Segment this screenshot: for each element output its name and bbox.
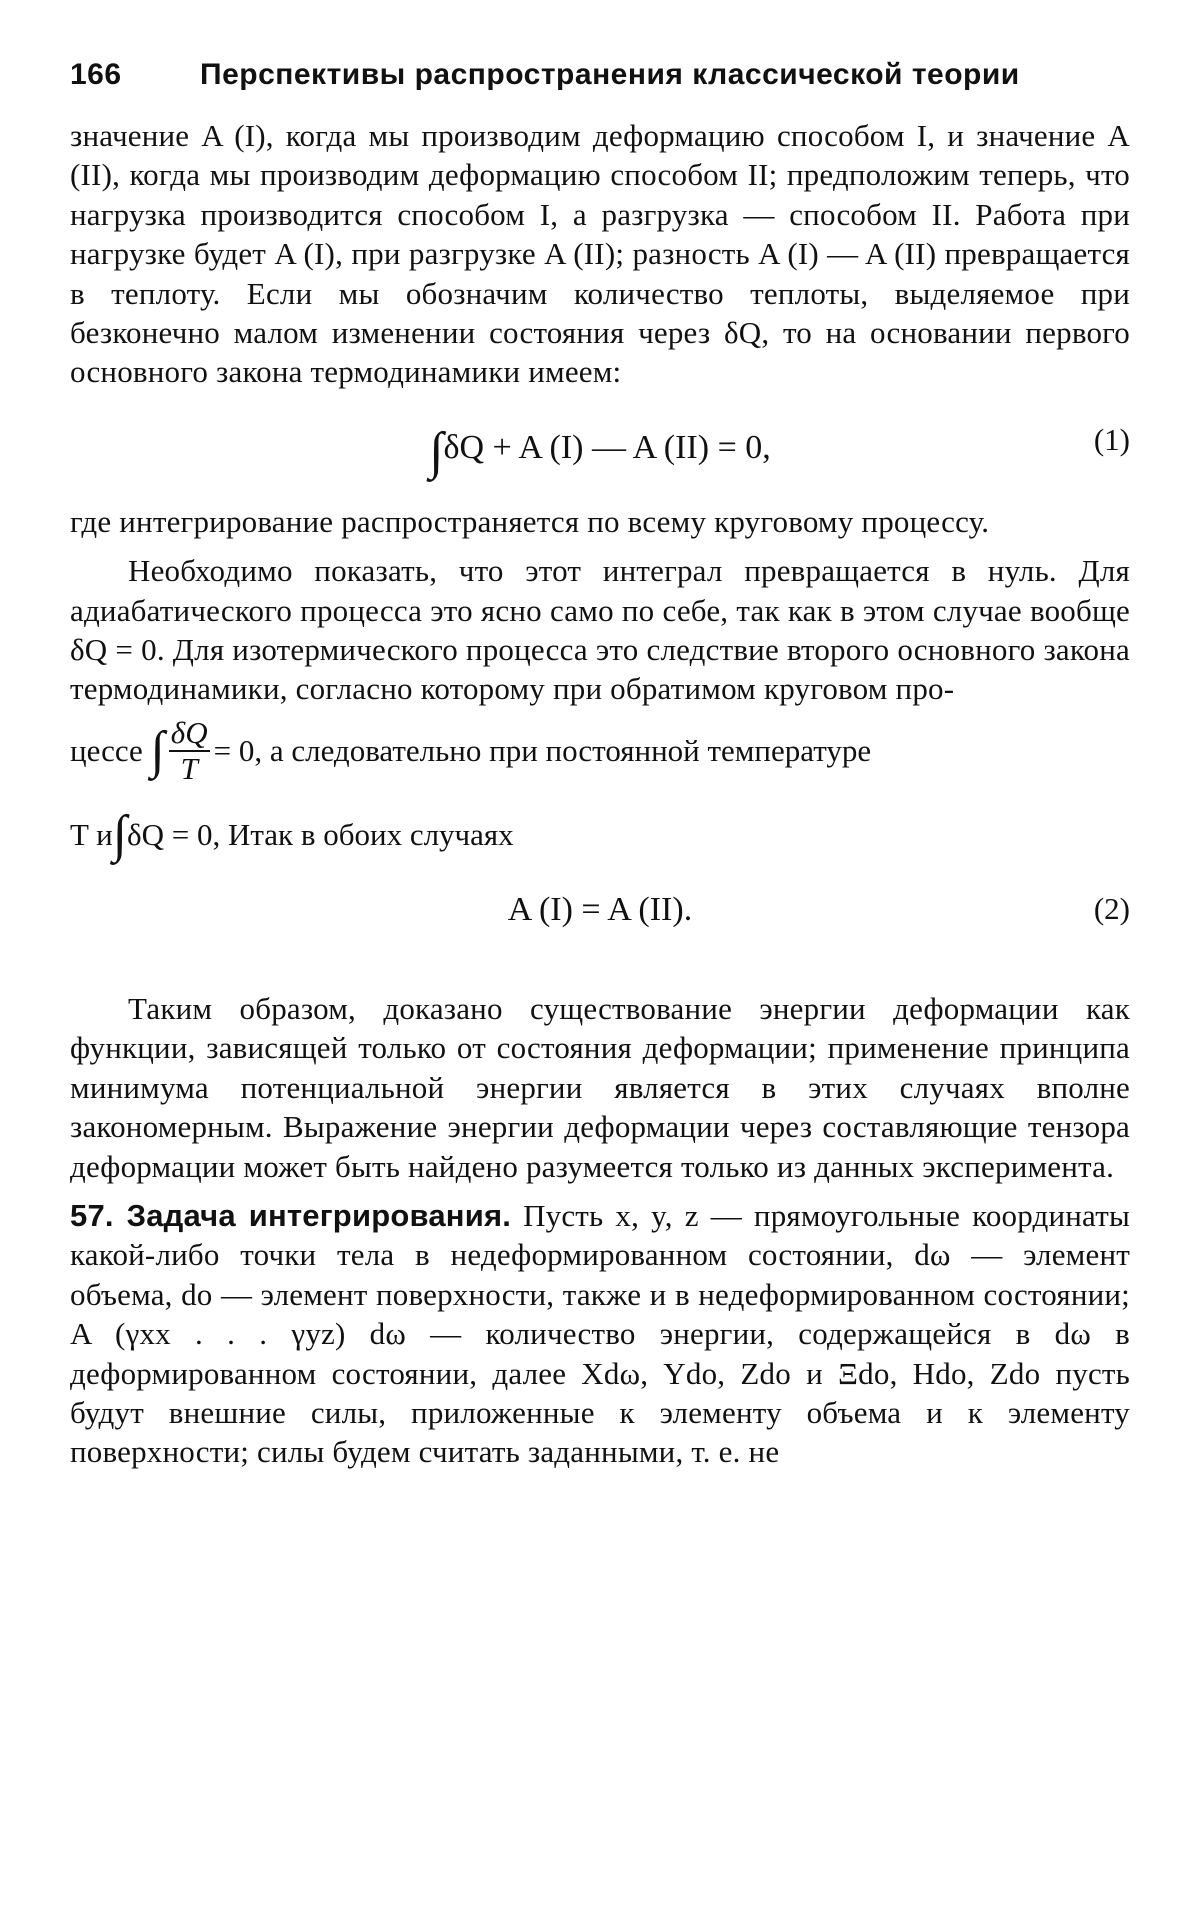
equation-2	[70, 877, 1130, 967]
page-number: 166	[70, 58, 122, 91]
section-text: Пусть x, y, z — прямоугольные координаты какой-либо точки тела в недеформированном состоянии, dω — элемент объема, do — элемент поверхности, также и в недеформированном состоянии; A (γxx . . . γyz) dω — количество энергии, содержащейся в dω в деформированном состоянии, далее Xdω, Ydo, Zdo и Ξdo, Hdo, Zdo пусть будут внешние силы, приложенные к элементу объема и к элементу поверхности; силы будем считать заданными, т. е. не	[70, 1197, 1130, 1470]
fraction-line-before: цессе	[70, 733, 143, 769]
book-page	[70, 58, 1130, 1472]
running-title: Перспективы распространения классической теории	[200, 58, 1020, 91]
paragraph-3: Необходимо показать, что этот интеграл превращается в нуль. Для адиабатического процесса это ясно само по себе, так как в этом случае вообще δQ = 0. Для изотермического процесса это следствие второго основного закона термодинамики, согласно которому при обратимом круговом про-	[70, 553, 1130, 707]
paragraph-4: Таким образом, доказано существование энергии деформации как функции, зависящей только от состояния деформации; применение принципа минимума потенциальной энергии является в этих случаях вполне закономерным. Выражение энергии деформации через составляющие тензора деформации может быть найдено разумеется только из данных эксперимента.	[70, 990, 1130, 1184]
fraction-denominator: T	[180, 750, 198, 786]
fraction	[169, 716, 210, 786]
integral-line	[70, 793, 1130, 877]
fraction-line-after: = 0, а следовательно при постоянной температуре	[213, 733, 872, 769]
equation-1	[70, 392, 1130, 502]
paragraph-1: значение A (I), когда мы производим деформацию способом I, и значение A (II), когда мы производим деформацию способом II; предположим теперь, что нагрузка производится способом I, а разгрузка — способом II. Работа при нагрузке будет A (I), при разгрузке A (II); разность A (I) — A (II) превращается в теплоту. Если мы обозначим количество теплоты, выделяемое при безконечно малом изменении состояния через δQ, то на основании первого основного закона термодинамики имеем:	[70, 118, 1130, 390]
integral-line-before: T и	[70, 817, 113, 853]
equation-1-number: (1)	[1093, 421, 1130, 457]
equation-1-expression	[70, 422, 1130, 481]
page-header	[70, 58, 1130, 106]
section-57	[70, 1196, 1130, 1472]
fraction-numerator: δQ	[170, 714, 208, 750]
integral-line-after: δQ = 0, Итак в обоих случаях	[126, 817, 514, 853]
integral-sign: ∫	[112, 806, 127, 864]
fraction-line	[70, 709, 1130, 793]
integral-sign: ∫	[150, 722, 165, 780]
integral-sign: ∫	[429, 422, 444, 480]
paragraph-2: где интегрирование распространяется по всему круговому процессу.	[70, 503, 990, 539]
equation-1-body: δQ + A (I) — A (II) = 0,	[443, 428, 771, 466]
equation-2-expression: A (I) = A (II).	[507, 890, 693, 928]
section-title: 57. Задача интегрирования.	[70, 1197, 512, 1233]
equation-2-number: (2)	[1093, 890, 1130, 926]
